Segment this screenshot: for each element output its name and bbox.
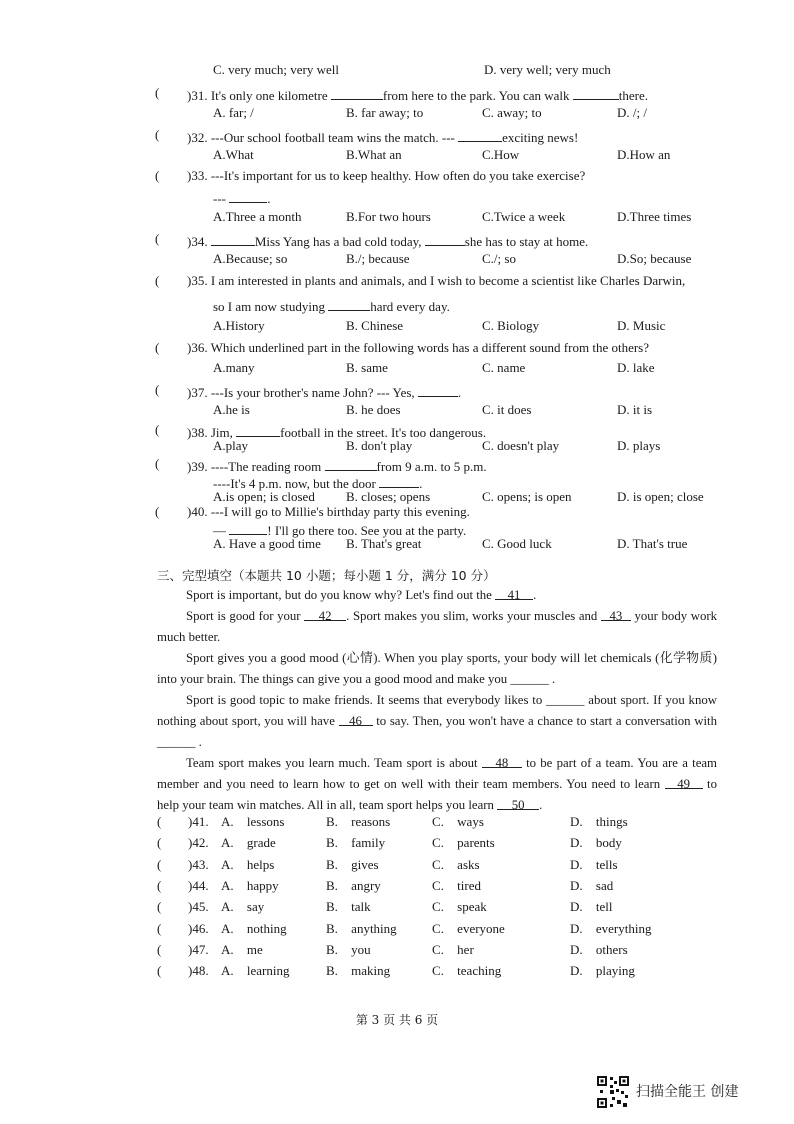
question-35-option-d[interactable]: D. Music — [617, 318, 666, 333]
question-36-option-d[interactable]: D. lake — [617, 360, 655, 375]
question-33-option-a[interactable]: A.Three a month — [213, 209, 302, 224]
answer-blank[interactable] — [325, 456, 377, 471]
question-36-option-c[interactable]: C. name — [482, 360, 526, 375]
question-37-option-b[interactable]: B. he does — [346, 402, 401, 417]
answer-bracket[interactable]: ( — [155, 168, 160, 183]
question-39-option-d[interactable]: D. is open; close — [617, 489, 704, 504]
cloze-question-number: )47. — [188, 942, 209, 957]
answer-bracket[interactable]: ( — [157, 857, 162, 872]
question-31-option-c[interactable]: C. away; to — [482, 105, 542, 120]
question-36-option-a[interactable]: A.many — [213, 360, 255, 375]
question-32-option-d[interactable]: D.How an — [617, 147, 671, 162]
question-33-stem-line2: --- . — [213, 188, 271, 207]
cloze-44-option-a[interactable]: A. happy — [221, 878, 279, 893]
cloze-question-number: )43. — [188, 857, 209, 872]
question-36-stem: )36. Which underlined part in the following words has a different sound from the others? — [187, 340, 650, 355]
answer-blank[interactable] — [425, 231, 465, 246]
answer-blank[interactable] — [379, 473, 419, 488]
answer-bracket[interactable]: ( — [157, 835, 162, 850]
question-37-option-c[interactable]: C. it does — [482, 402, 532, 417]
question-40-option-d[interactable]: D. That's true — [617, 536, 688, 551]
cloze-42-option-c[interactable]: C. parents — [432, 835, 495, 850]
answer-bracket[interactable]: ( — [155, 456, 160, 471]
cloze-45-option-c[interactable]: C. speak — [432, 899, 487, 914]
question-33-option-d[interactable]: D.Three times — [617, 209, 692, 224]
passage-paragraph-3: Sport gives you a good mood (心情). When you play sports, your body will let chemicals (化学物质) into your brain. The things can give you a good mood and make you ______ . — [157, 651, 717, 686]
cloze-41-option-c[interactable]: C. ways — [432, 814, 484, 829]
cloze-42-option-a[interactable]: A. grade — [221, 835, 276, 850]
question-40-option-c[interactable]: C. Good luck — [482, 536, 552, 551]
question-39-option-a[interactable]: A.is open; is closed — [213, 489, 315, 504]
question-37-option-a[interactable]: A.he is — [213, 402, 250, 417]
cloze-47-option-d[interactable]: D. others — [570, 942, 628, 957]
cloze-41-option-a[interactable]: A. lessons — [221, 814, 285, 829]
question-39-option-b[interactable]: B. closes; opens — [346, 489, 431, 504]
cloze-43-option-d[interactable]: D. tells — [570, 857, 618, 872]
answer-bracket[interactable]: ( — [157, 963, 162, 978]
question-31-option-a[interactable]: A. far; / — [213, 105, 254, 120]
cloze-48-option-d[interactable]: D. playing — [570, 963, 635, 978]
page-footer: 第 3 页 共 6 页 — [355, 1013, 439, 1027]
cloze-41-option-b[interactable]: B. reasons — [326, 814, 391, 829]
scanner-watermark — [596, 1075, 738, 1109]
prev-option-d: D. very well; very much — [484, 62, 611, 77]
cloze-46-option-a[interactable]: A. nothing — [221, 921, 287, 936]
question-38-option-b[interactable]: B. don't play — [346, 438, 413, 453]
question-35-option-c[interactable]: C. Biology — [482, 318, 540, 333]
cloze-43-option-c[interactable]: C. asks — [432, 857, 480, 872]
answer-bracket[interactable]: ( — [155, 422, 160, 437]
question-32-option-c[interactable]: C.How — [482, 147, 520, 162]
answer-bracket[interactable]: ( — [157, 814, 162, 829]
question-37-stem: )37. ---Is your brother's name John? --- Yes, . — [187, 382, 461, 401]
answer-bracket[interactable]: ( — [155, 382, 160, 397]
question-34-option-a[interactable]: A.Because; so — [213, 251, 288, 266]
answer-blank[interactable] — [236, 422, 280, 437]
answer-blank[interactable] — [211, 231, 255, 246]
cloze-question-number: )48. — [188, 963, 209, 978]
passage-paragraph-5: Team sport makes you learn much. Team sport is about 48 to be part of a team. You are a team member and you need to learn how to get on well with their team members. You need to learn 49 to help your team win matches. All in all, team sport helps you learn 50 . — [157, 753, 717, 816]
question-38-option-d[interactable]: D. plays — [617, 438, 661, 453]
passage-paragraph-1: Sport is important, but do you know why? Let's find out the 41 . — [157, 585, 717, 606]
answer-bracket[interactable]: ( — [155, 273, 160, 288]
question-40-option-b[interactable]: B. That's great — [346, 536, 422, 551]
question-39-option-c[interactable]: C. opens; is open — [482, 489, 572, 504]
answer-bracket[interactable]: ( — [155, 85, 160, 100]
cloze-43-option-a[interactable]: A. helps — [221, 857, 275, 872]
answer-bracket[interactable]: ( — [155, 127, 160, 142]
cloze-48-option-a[interactable]: A. learning — [221, 963, 290, 978]
cloze-45-option-d[interactable]: D. tell — [570, 899, 613, 914]
answer-bracket[interactable]: ( — [157, 899, 162, 914]
cloze-46-option-b[interactable]: B. anything — [326, 921, 397, 936]
question-33-option-b[interactable]: B.For two hours — [346, 209, 431, 224]
answer-blank[interactable] — [418, 382, 458, 397]
answer-bracket[interactable]: ( — [155, 504, 160, 519]
question-37-option-d[interactable]: D. it is — [617, 402, 653, 417]
question-40-option-a[interactable]: A. Have a good time — [213, 536, 321, 551]
cloze-44-option-d[interactable]: D. sad — [570, 878, 614, 893]
cloze-47-option-b[interactable]: B. you — [326, 942, 371, 957]
question-35-stem: )35. I am interested in plants and animals, and I wish to become a scientist like Charles Darwin, — [187, 273, 686, 288]
cloze-47-option-c[interactable]: C. her — [432, 942, 474, 957]
cloze-44-option-b[interactable]: B. angry — [326, 878, 381, 893]
question-33-option-c[interactable]: C.Twice a week — [482, 209, 566, 224]
answer-blank[interactable] — [229, 520, 267, 535]
cloze-47-option-a[interactable]: A. me — [221, 942, 263, 957]
cloze-46-option-d[interactable]: D. everything — [570, 921, 652, 936]
cloze-44-option-c[interactable]: C. tired — [432, 878, 481, 893]
cloze-passage — [157, 585, 717, 816]
question-40-stem-line2: — ! I'll go there too. See you at the party. — [213, 520, 466, 539]
cloze-question-number: )46. — [188, 921, 209, 936]
question-38-option-a[interactable]: A.play — [213, 438, 249, 453]
question-39-stem: )39. ----The reading room from 9 a.m. to 5 p.m. — [187, 456, 487, 475]
answer-blank[interactable] — [229, 188, 267, 203]
question-32-stem: )32. ---Our school football team wins the match. --- exciting news! — [187, 127, 578, 146]
section-heading: 三、完型填空（本题共 10 小题；每小题 1 分，满分 10 分） — [157, 568, 496, 583]
answer-blank[interactable] — [458, 127, 502, 142]
question-32-option-b[interactable]: B.What an — [346, 147, 402, 162]
question-34-stem: )34. Miss Yang has a bad cold today, she has to stay at home. — [187, 231, 588, 250]
passage-paragraph-4: Sport is good topic to make friends. It seems that everybody likes to ______ about sport. If you know nothing about sport, you will have 46 to say. Then, you won't have a chance to start a conversation with ______ . — [157, 693, 717, 749]
question-33-stem: )33. ---It's important for us to keep healthy. How often do you take exercise? — [187, 168, 586, 183]
question-32-option-a[interactable]: A.What — [213, 147, 254, 162]
cloze-46-option-c[interactable]: C. everyone — [432, 921, 505, 936]
cloze-48-option-b[interactable]: B. making — [326, 963, 391, 978]
cloze-question-number: )41. — [188, 814, 209, 829]
answer-blank[interactable] — [573, 85, 619, 100]
passage-paragraph-2: Sport is good for your 42 . Sport makes you slim, works your muscles and 43 your body work much better. — [157, 606, 717, 648]
cloze-41-option-d[interactable]: D. things — [570, 814, 628, 829]
question-31-option-b[interactable]: B. far away; to — [346, 105, 424, 120]
cloze-48-option-c[interactable]: C. teaching — [432, 963, 502, 978]
question-36-option-b[interactable]: B. same — [346, 360, 388, 375]
question-35-option-b[interactable]: B. Chinese — [346, 318, 404, 333]
qr-code-icon — [596, 1075, 630, 1109]
answer-bracket[interactable]: ( — [155, 340, 160, 355]
question-31-option-d[interactable]: D. /; / — [617, 105, 647, 120]
cloze-43-option-b[interactable]: B. gives — [326, 857, 379, 872]
cloze-42-option-b[interactable]: B. family — [326, 835, 386, 850]
question-38-stem: )38. Jim, football in the street. It's too dangerous. — [187, 422, 486, 441]
answer-blank[interactable] — [331, 85, 383, 100]
question-34-option-d[interactable]: D.So; because — [617, 251, 692, 266]
answer-bracket[interactable]: ( — [157, 942, 162, 957]
cloze-45-option-a[interactable]: A. say — [221, 899, 265, 914]
cloze-45-option-b[interactable]: B. talk — [326, 899, 371, 914]
question-31-stem: )31. It's only one kilometre from here to the park. You can walk there. — [187, 85, 648, 104]
answer-bracket[interactable]: ( — [157, 921, 162, 936]
answer-bracket[interactable]: ( — [157, 878, 162, 893]
cloze-42-option-d[interactable]: D. body — [570, 835, 622, 850]
cloze-question-number: )42. — [188, 835, 209, 850]
cloze-question-number: )45. — [188, 899, 209, 914]
cloze-question-number: )44. — [188, 878, 209, 893]
question-34-option-c[interactable]: C./; so — [482, 251, 516, 266]
prev-option-c: C. very much; very well — [213, 62, 339, 77]
question-39-stem-line2: ----It's 4 p.m. now, but the door . — [213, 473, 422, 492]
question-40-stem: )40. ---I will go to Millie's birthday party this evening. — [187, 504, 470, 519]
answer-bracket[interactable]: ( — [155, 231, 160, 246]
scanner-watermark-text: 扫描全能王 创建 — [636, 1084, 739, 1100]
answer-blank[interactable] — [328, 296, 370, 311]
question-35-stem-line2: so I am now studying hard every day. — [213, 296, 450, 315]
question-35-option-a[interactable]: A.History — [213, 318, 265, 333]
question-34-option-b[interactable]: B./; because — [346, 251, 410, 266]
question-38-option-c[interactable]: C. doesn't play — [482, 438, 560, 453]
